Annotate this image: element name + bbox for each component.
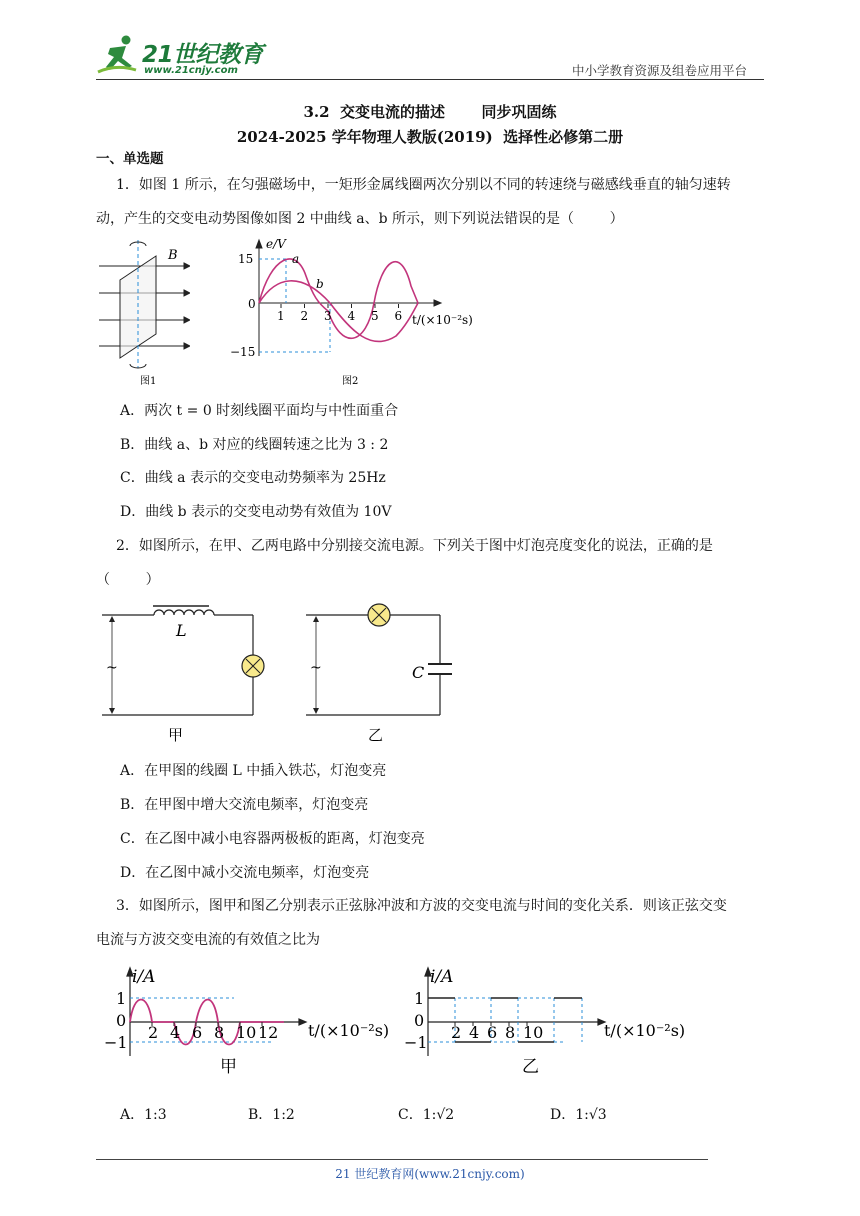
logo xyxy=(96,34,266,78)
q3-stem-line1: 3．如图所示，图甲和图乙分别表示正弦脉冲波和方波的交变电流与时间的变化关系．则该正弦交变 xyxy=(116,898,727,914)
q2-option-c[interactable]: C．在乙图中减小电容器两极板的距离，灯泡变亮 xyxy=(120,831,425,847)
q1-stem-line1: 1．如图 1 所示，在匀强磁场中，一矩形金属线圈两次分别以不同的转速绕与磁感线垂直的轴匀速转 xyxy=(116,177,731,193)
yi-yneg1: −1 xyxy=(404,1033,428,1052)
jia-y0: 0 xyxy=(116,1011,127,1030)
fig1-B-label: B xyxy=(168,248,178,263)
circuit-yi-label: 乙 xyxy=(368,726,384,744)
lamp-yi-icon xyxy=(368,604,390,626)
jia-y1: 1 xyxy=(116,989,127,1008)
q3-graph-yi xyxy=(404,964,704,1080)
page-title-line2: 2024-2025 学年物理人教版(2019) 选择性必修第二册 xyxy=(236,128,624,146)
fig2-y0: 0 xyxy=(248,297,256,311)
source-yi-symbol: ~ xyxy=(310,660,322,676)
page-title-line1: 3.2 交变电流的描述 同步巩固练 xyxy=(303,103,557,121)
curve-a xyxy=(259,259,418,338)
lamp-jia-icon xyxy=(242,655,264,677)
header-right-text: 中小学教育资源及组卷应用平台 xyxy=(572,63,748,78)
fig1-caption: 图1 xyxy=(140,376,157,387)
yi-tick-label: 8 xyxy=(505,1023,516,1042)
yi-tick-label: 4 xyxy=(469,1023,480,1042)
jia-tick-label: 8 xyxy=(214,1023,225,1042)
q1-option-b[interactable]: B．曲线 a、b 对应的线圈转速之比为 3 : 2 xyxy=(120,437,389,453)
fig2-tick-label: 1 xyxy=(277,309,285,323)
capacitor-label: C xyxy=(412,663,425,682)
q3-option-b[interactable]: B．1:2 xyxy=(248,1107,295,1123)
jia-ylabel: i/A xyxy=(132,967,156,987)
inductor-label: L xyxy=(176,621,187,640)
q1-option-d[interactable]: D．曲线 b 表示的交变电动势有效值为 10V xyxy=(120,504,392,520)
yi-caption: 乙 xyxy=(522,1057,539,1077)
fig2-caption: 图2 xyxy=(342,376,359,387)
section-heading: 一、单选题 xyxy=(96,151,164,167)
q1-option-a[interactable]: A．两次 t = 0 时刻线圈平面均与中性面重合 xyxy=(120,403,399,419)
fig2-tick-label: 4 xyxy=(347,309,356,323)
jia-tick-label: 10 xyxy=(236,1023,257,1042)
q2-option-b[interactable]: B．在甲图中增大交流电频率，灯泡变亮 xyxy=(120,797,369,813)
yi-ylabel: i/A xyxy=(430,967,454,987)
q3-option-c[interactable]: C．1:√2 xyxy=(398,1107,455,1123)
fig2-tick-label: 5 xyxy=(371,309,379,323)
fig2-tick-label: 2 xyxy=(300,309,309,323)
yi-tick-label: 2 xyxy=(451,1023,462,1042)
jia-caption: 甲 xyxy=(220,1057,237,1077)
fig2-yneg15: −15 xyxy=(230,345,256,359)
source-jia-symbol: ~ xyxy=(106,660,118,676)
jia-xlabel: t/(×10⁻²s) xyxy=(308,1021,390,1040)
footer-link[interactable]: 21 世纪教育网(www.21cnjy.com) xyxy=(335,1167,525,1181)
jia-tick-label: 6 xyxy=(192,1023,203,1042)
fig2-tick-label: 3 xyxy=(324,309,332,323)
yi-tick-label: 10 xyxy=(523,1023,544,1042)
jia-tick-label: 4 xyxy=(170,1023,181,1042)
q3-option-a[interactable]: A．1:3 xyxy=(120,1107,167,1123)
q3-stem-line2: 电流与方波交变电流的有效值之比为 xyxy=(96,932,320,948)
fig2-tick-label: 6 xyxy=(394,309,403,323)
yi-y1: 1 xyxy=(414,989,425,1008)
yi-xlabel: t/(×10⁻²s) xyxy=(604,1021,686,1040)
fig2-xlabel: t/(×10⁻²s) xyxy=(412,313,473,327)
q2-stem-line2: （ ） xyxy=(96,572,160,588)
q1-stem-line2: 动，产生的交变电动势图像如图 2 中曲线 a、b 所示，则下列说法错误的是（ ） xyxy=(96,211,624,227)
q1-figure1 xyxy=(96,238,190,388)
q2-circuits xyxy=(96,600,456,750)
q3-option-d[interactable]: D．1:√3 xyxy=(550,1107,607,1123)
circuit-jia-label: 甲 xyxy=(168,726,184,744)
q3-graph-jia xyxy=(96,964,396,1080)
fig2-curve-b-label: b xyxy=(316,277,324,291)
fig2-ylabel: e/V xyxy=(266,237,286,251)
logo-text: 21世纪教育 xyxy=(142,42,264,68)
jia-tick-label: 2 xyxy=(148,1023,159,1042)
q1-figure2 xyxy=(226,236,486,388)
logo-url: www.21cnjy.com xyxy=(144,65,238,76)
q2-option-d[interactable]: D．在乙图中减小交流电频率，灯泡变亮 xyxy=(120,865,370,881)
header-divider xyxy=(96,79,764,80)
footer-divider xyxy=(96,1159,708,1160)
yi-y0: 0 xyxy=(414,1011,425,1030)
fig2-curve-a-label: a xyxy=(292,252,300,266)
jia-tick-label: 12 xyxy=(258,1023,279,1042)
q2-option-a[interactable]: A．在甲图的线圈 L 中插入铁芯，灯泡变亮 xyxy=(120,763,387,779)
q1-option-c[interactable]: C．曲线 a 表示的交变电动势频率为 25Hz xyxy=(120,470,386,486)
q2-stem-line1: 2．如图所示，在甲、乙两电路中分别接交流电源。下列关于图中灯泡亮度变化的说法，正确的是 xyxy=(116,538,713,554)
jia-yneg1: −1 xyxy=(104,1033,128,1052)
yi-tick-label: 6 xyxy=(487,1023,498,1042)
fig2-y15: 15 xyxy=(238,252,254,266)
runner-logo-icon xyxy=(96,34,140,78)
